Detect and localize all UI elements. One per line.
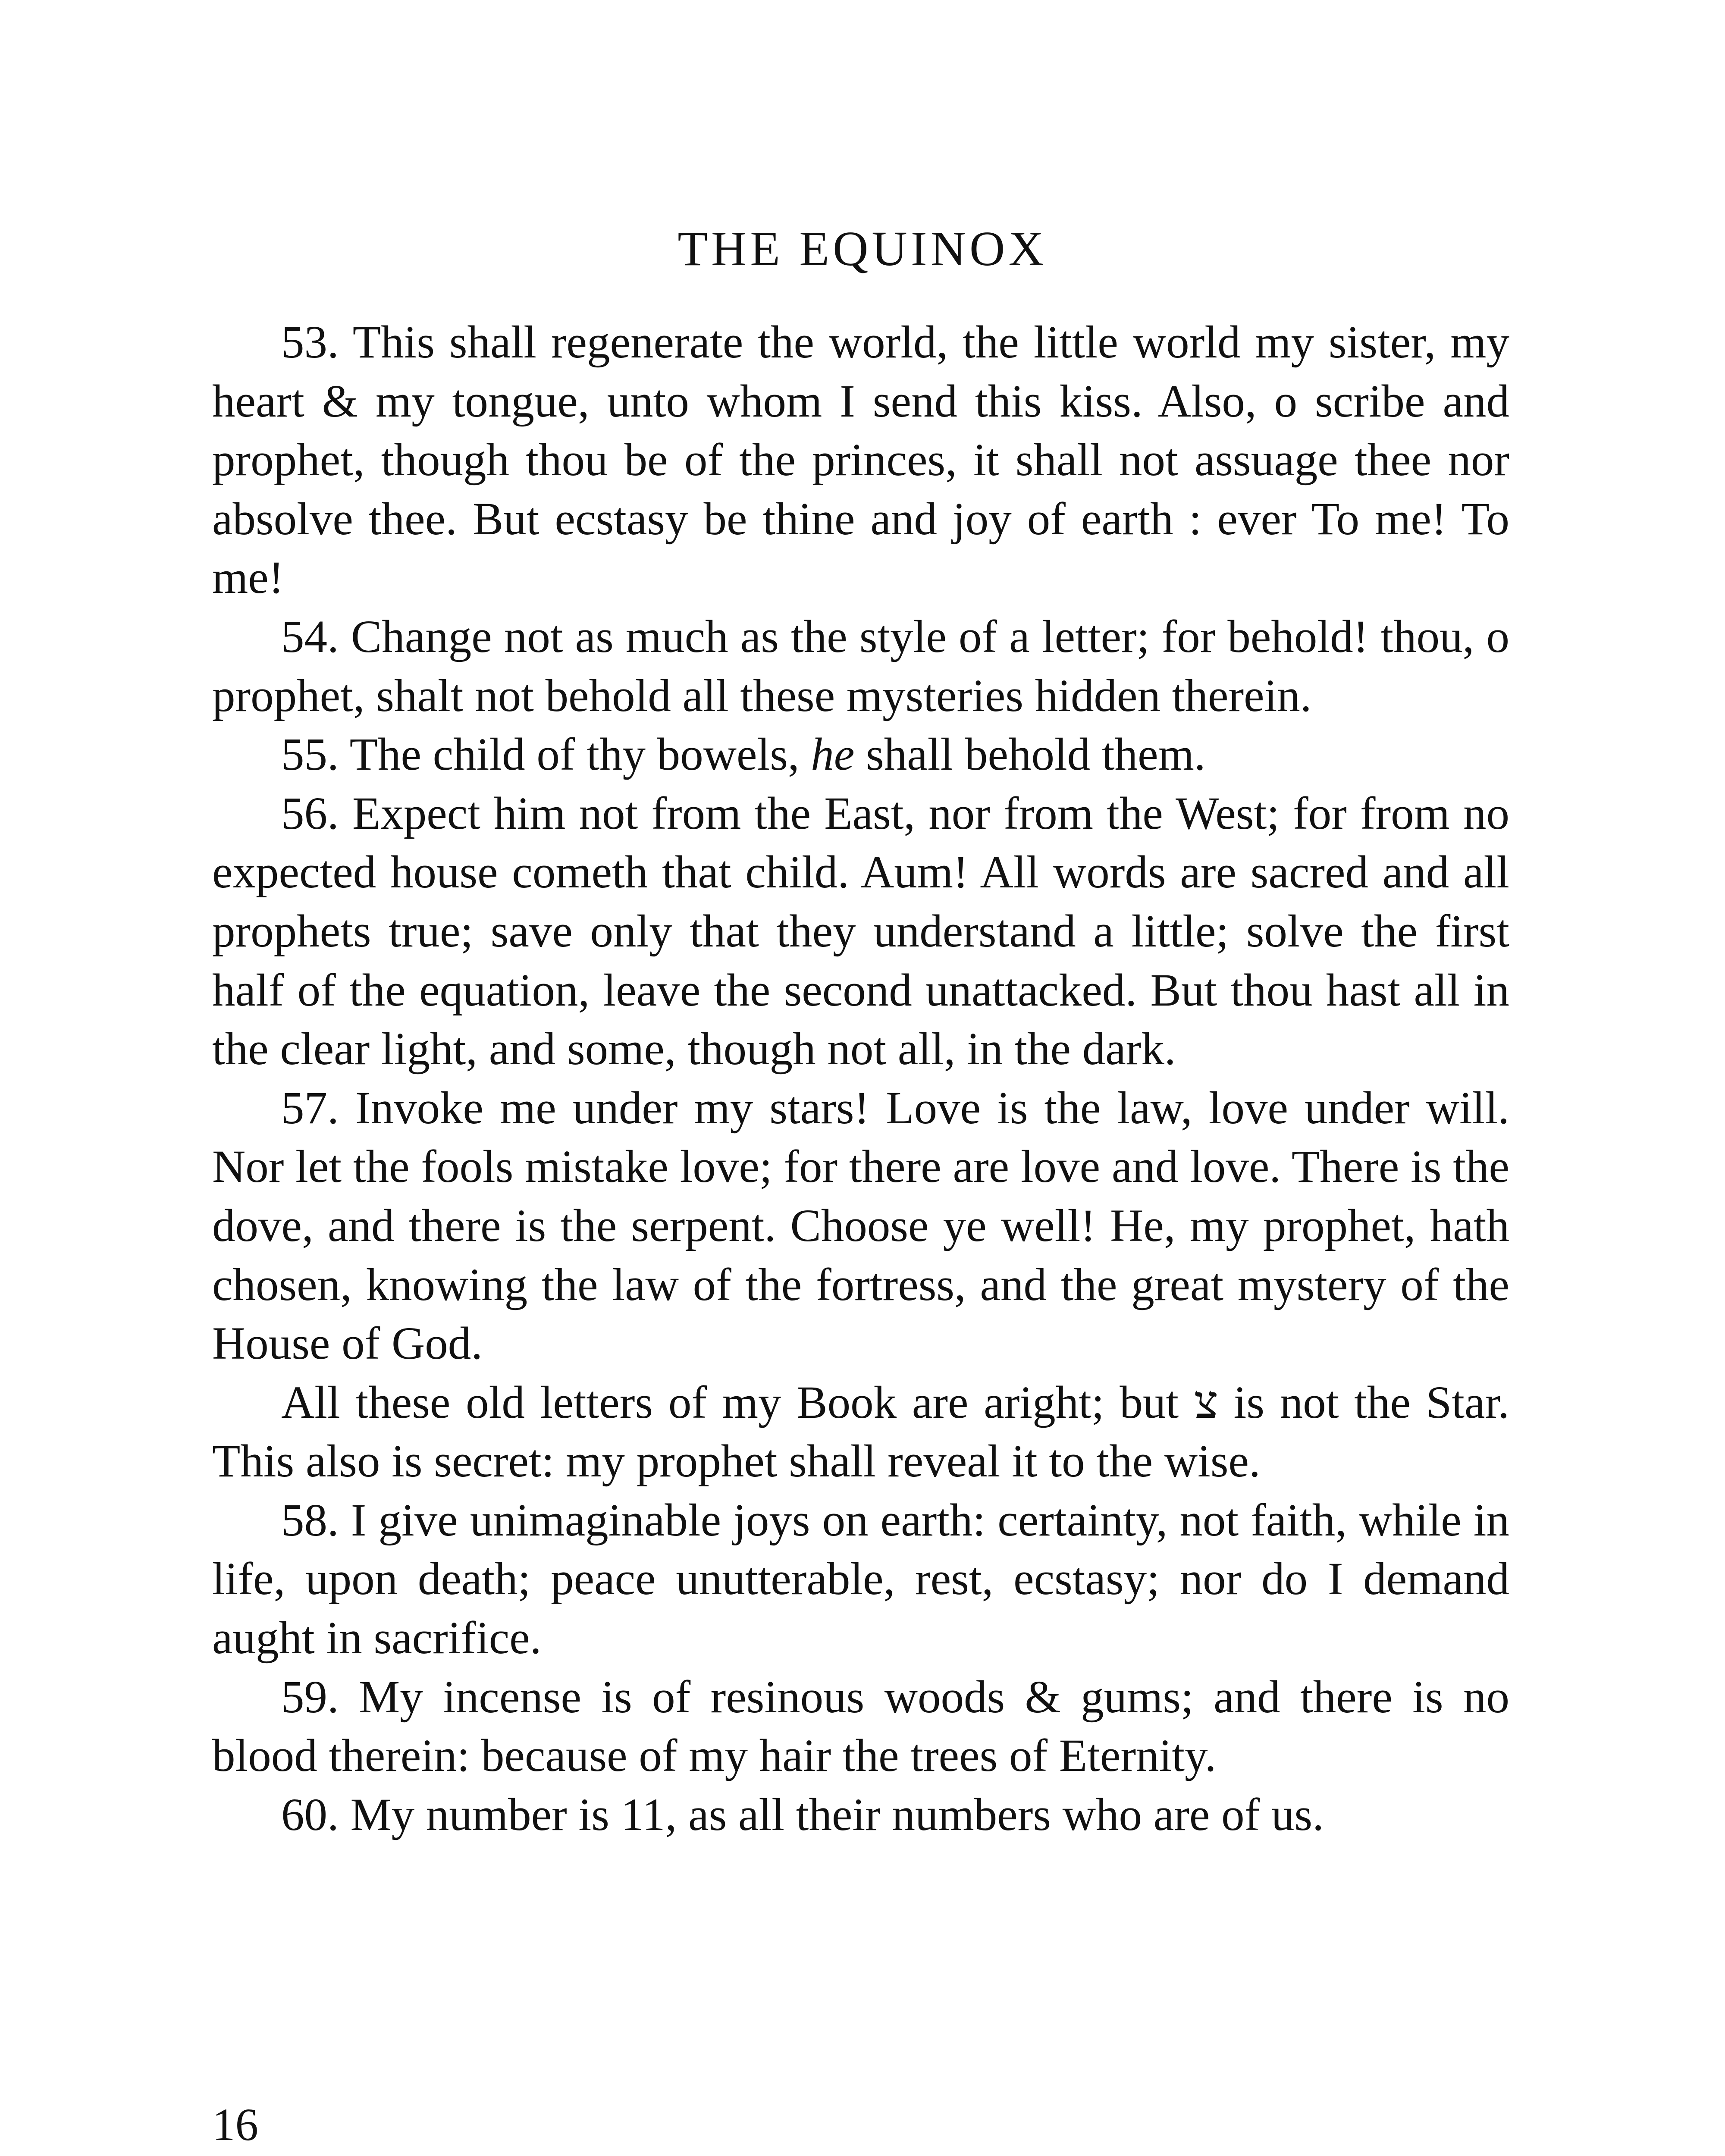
page-number: 16 [212,2100,258,2150]
verse-58 [212,1491,1509,1668]
verse-number: 58. [281,1495,339,1546]
verse-56 [212,784,1509,1079]
verse-55 [212,725,1509,784]
verse-text: Change not as much as the style of a letter; for behold! thou, o prophet, shalt not behold all these mysteries hidden therein. [212,611,1509,721]
running-head-title: THE EQUINOX [677,221,1048,276]
verse-text: shall behold them. [854,729,1206,780]
verse-text-italic: he [811,729,855,780]
verse-57 [212,1079,1509,1373]
verse-text: My number is 11, as all their numbers who are of us. [350,1789,1324,1840]
verse-text: Expect him not from the East, nor from the West; for from no expected house cometh that child. Aum! All words are sacred and all prophets true; save only that they understand a little; solve the first half of the equation, leave the second unattacked. But thou hast all in the clear light, and some, though not all, in the dark. [212,788,1509,1075]
verse-59 [212,1668,1509,1786]
verse-text: Invoke me under my stars! Love is the law, love under will. Nor let the fools mistake love; for there are love and love. There is the dove, and there is the serpent. Choose ye well! He, my prophet, hath chosen, knowing the law of the fortress, and the great mystery of the House of God. [212,1082,1510,1369]
verse-text-block [212,313,1509,1844]
verse-text: This shall regenerate the world, the little world my sister, my heart & my tongue, unto whom I send this kiss. Also, o scribe and prophet, though thou be of the princes, it shall not assuage thee nor absolve thee. But ecstasy be thine and joy of earth : ever To me! To me! [212,317,1509,604]
verse-text: My incense is of resinous woods & gums; and there is no blood therein: because of my hair the trees of Eternity. [212,1671,1509,1782]
verse-text: I give unimaginable joys on earth: certainty, not faith, while in life, upon death; peace unutterable, rest, ecstasy; nor do I demand aught in sacrifice. [212,1495,1509,1664]
verse-number: 57. [281,1082,339,1134]
verse-text: The child of thy bowels, [349,729,811,780]
verse-number: 56. [281,788,339,839]
verse-number: 53. [281,317,339,368]
verse-57-continuation [212,1373,1509,1491]
verse-53 [212,313,1509,608]
verse-number: 54. [281,611,339,662]
verse-number: 55. [281,729,339,780]
verse-number: 59. [281,1671,339,1723]
verse-60 [212,1786,1509,1845]
verse-number: 60. [281,1789,339,1840]
verse-54 [212,608,1509,725]
verse-text: All these old letters of my Book are aright; but צ is not the Star. This also is secret: my prophet shall reveal it to the wise. [212,1377,1509,1487]
